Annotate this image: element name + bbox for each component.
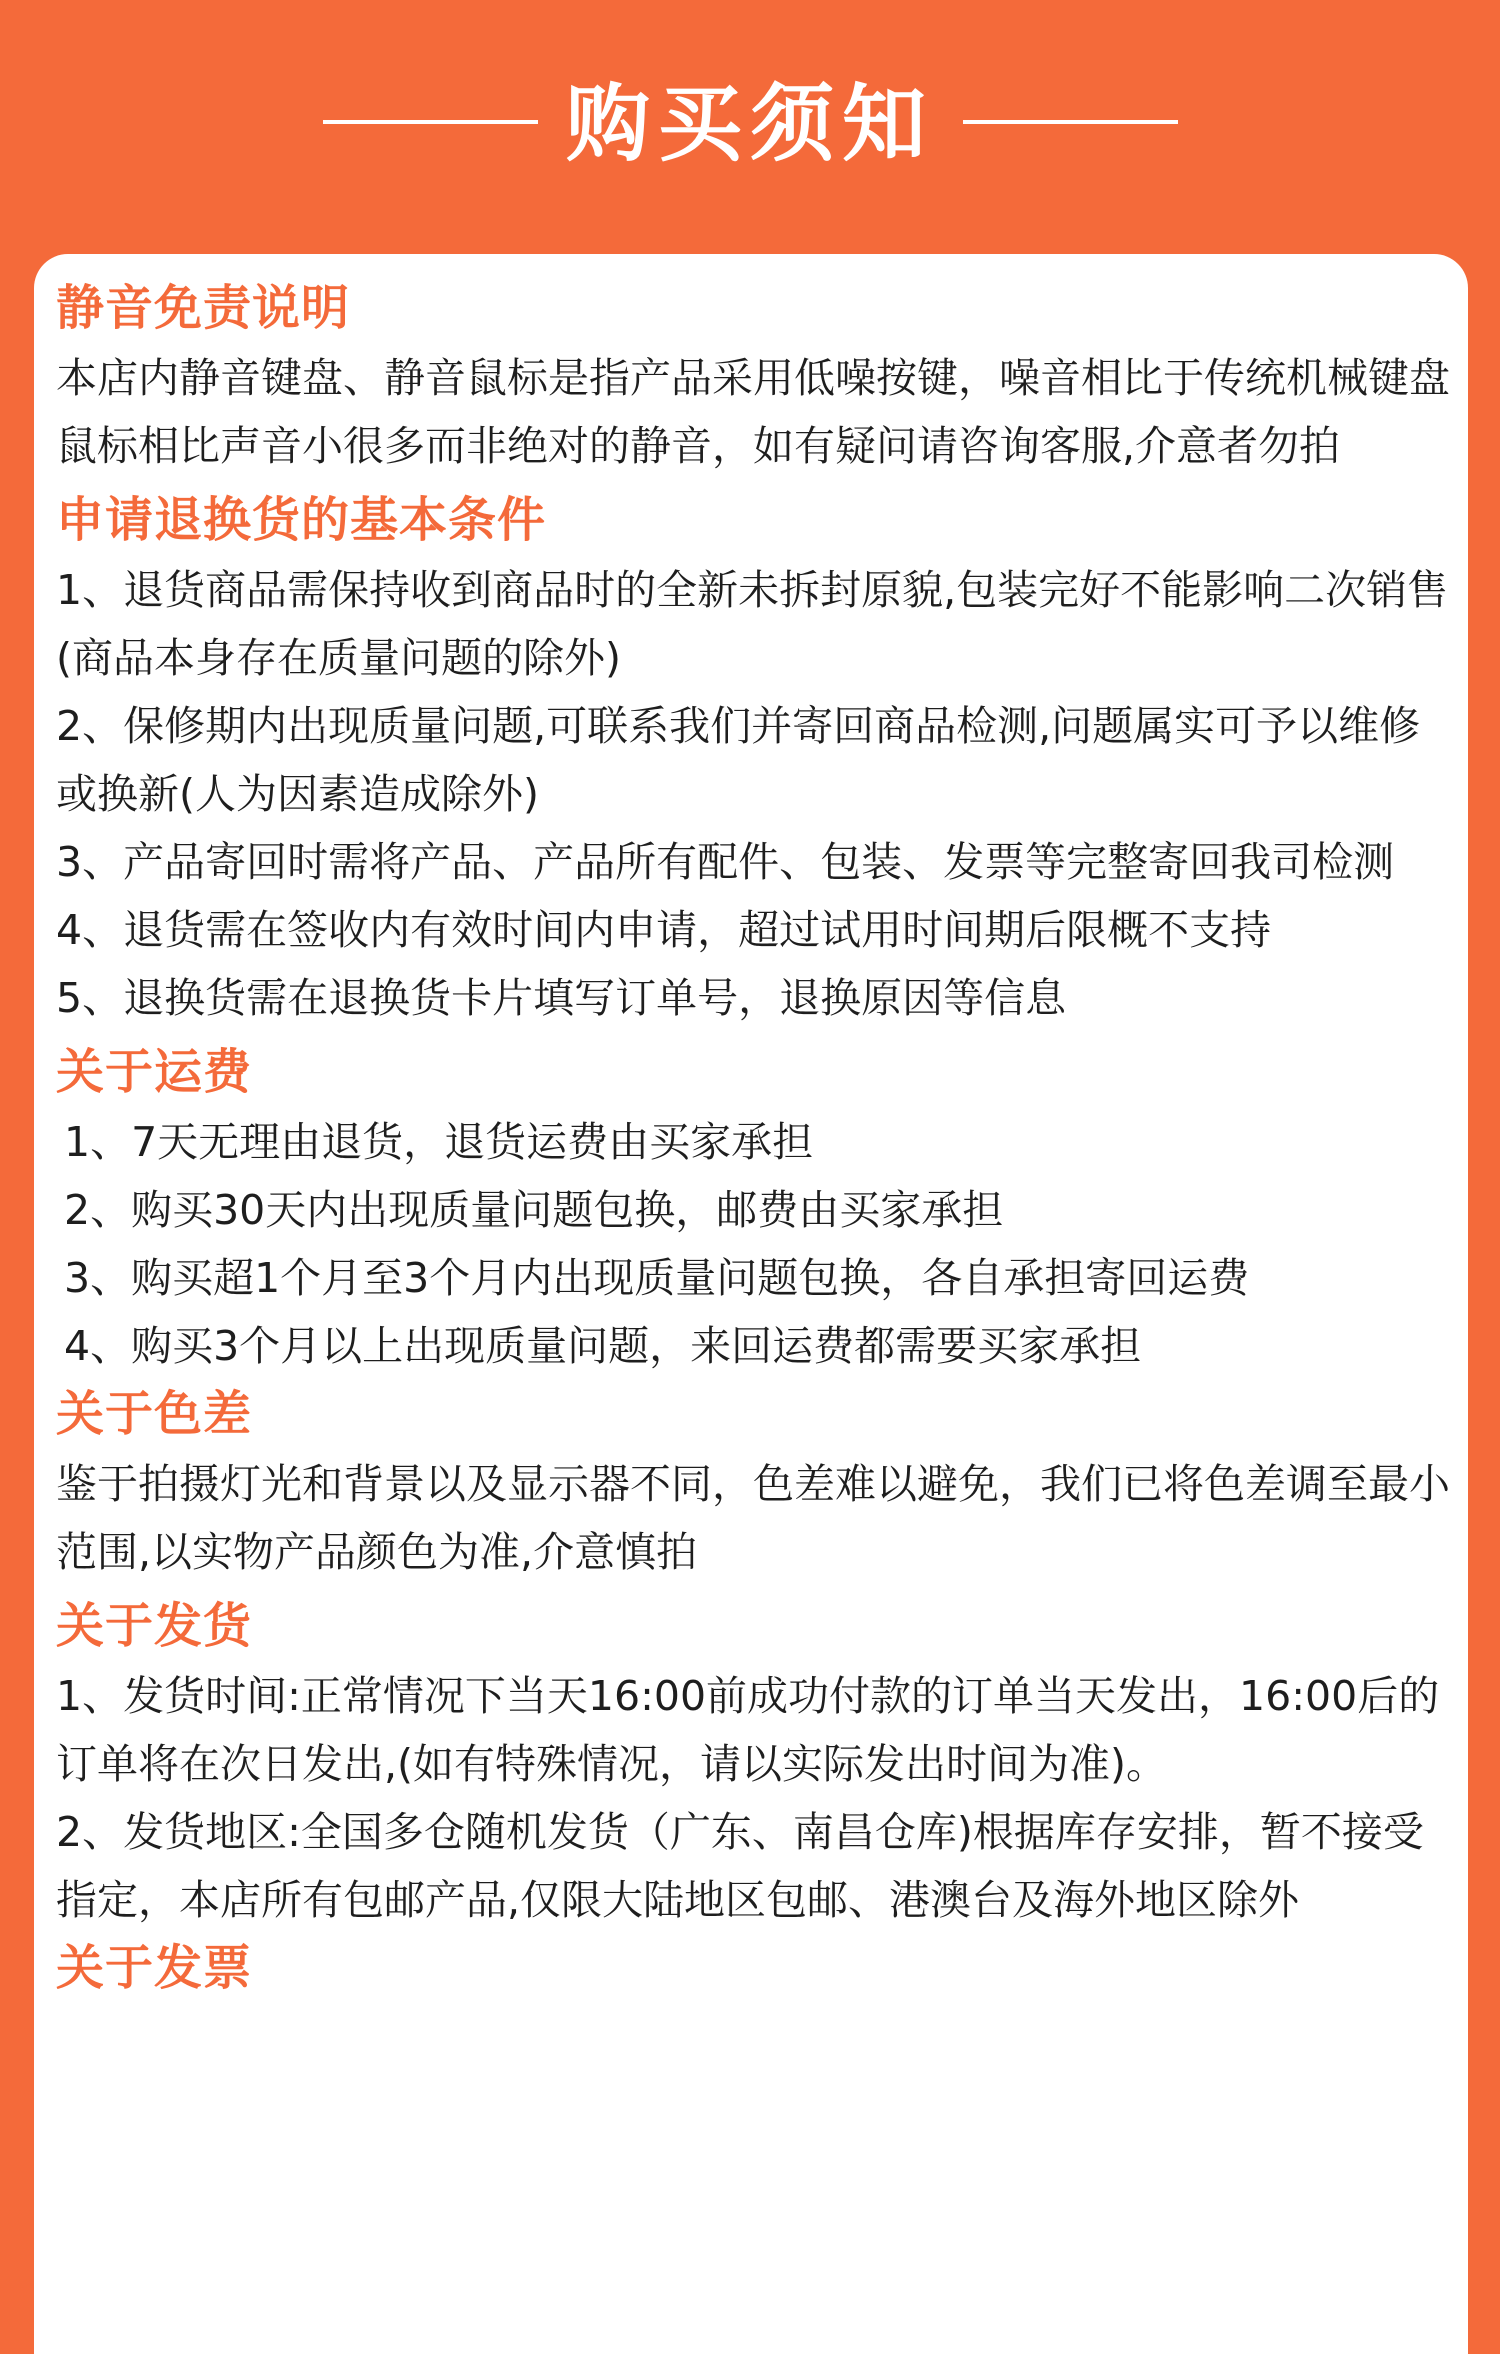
list-item: 2、购买30天内出现质量问题包换，邮费由买家承担 (64, 1186, 1004, 1234)
section-delivery (56, 1594, 1452, 1934)
header-divider-right (963, 120, 1178, 124)
list-item: 1、7天无理由退货，退货运费由买家承担 (64, 1118, 814, 1166)
section-title: 静音免责说明 (56, 280, 351, 336)
list-item: 3、产品寄回时需将产品、产品所有配件、包装、发票等完整寄回我司检测 (56, 838, 1395, 886)
section-title: 关于发货 (56, 1598, 253, 1654)
list-item: 1、退货商品需保持收到商品时的全新未拆封原貌,包装完好不能影响二次销售(商品本身存在质量问题的除外) (56, 566, 1449, 682)
section-title: 关于发票 (56, 1940, 253, 1996)
section-shipping-fees (56, 1040, 1452, 1380)
page-title: 购买须知 (565, 75, 934, 173)
header (0, 0, 1500, 250)
section-return-conditions (56, 488, 1452, 1032)
section-title: 关于色差 (56, 1386, 253, 1442)
section-paragraph: 鉴于拍摄灯光和背景以及显示器不同，色差难以避免，我们已将色差调至最小范围,以实物产品颜色为准,介意慎拍 (56, 1460, 1450, 1576)
section-invoice (56, 1936, 1452, 2000)
list-item: 1、发货时间:正常情况下当天16:00前成功付款的订单当天发出，16:00后的订单将在次日发出,(如有特殊情况，请以实际发出时间为准)。 (56, 1672, 1440, 1788)
section-title: 申请退换货的基本条件 (56, 492, 547, 548)
notice-card (34, 254, 1468, 2354)
list-item: 4、退货需在签收内有效时间内申请，超过试用时间期后限概不支持 (56, 906, 1272, 954)
section-paragraph: 本店内静音键盘、静音鼠标是指产品采用低噪按键，噪音相比于传统机械键盘鼠标相比声音小很多而非绝对的静音，如有疑问请咨询客服,介意者勿拍 (56, 354, 1450, 470)
section-color-difference (56, 1382, 1452, 1586)
list-item: 2、保修期内出现质量问题,可联系我们并寄回商品检测,问题属实可予以维修或换新(人为因素造成除外) (56, 702, 1421, 818)
list-item: 3、购买超1个月至3个月内出现质量问题包换，各自承担寄回运费 (64, 1254, 1250, 1302)
section-silent-disclaimer (56, 276, 1452, 480)
list-item: 4、购买3个月以上出现质量问题，来回运费都需要买家承担 (64, 1322, 1142, 1370)
section-title: 关于运费 (56, 1044, 253, 1100)
list-item: 2、发货地区:全国多仓随机发货（广东、南昌仓库)根据库存安排，暂不接受指定，本店所有包邮产品,仅限大陆地区包邮、港澳台及海外地区除外 (56, 1808, 1424, 1924)
list-item: 5、退换货需在退换货卡片填写订单号，退换原因等信息 (56, 974, 1067, 1022)
